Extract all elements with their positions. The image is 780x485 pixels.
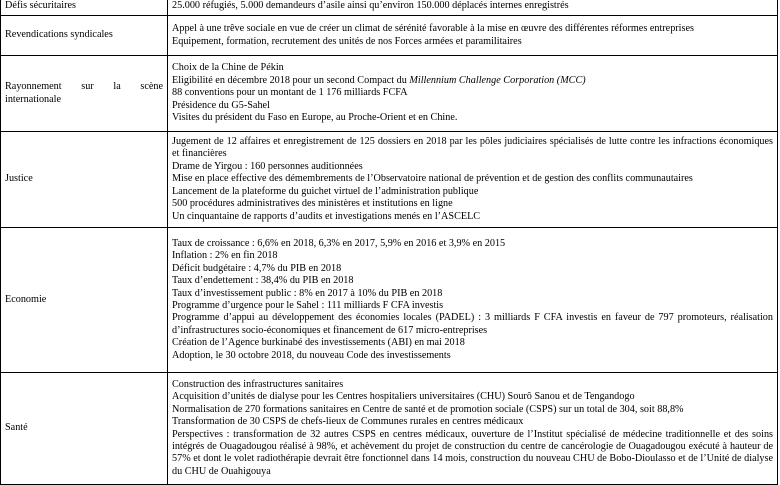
- content-line: Programme d’urgence pour le Sahel : 111 milliards F CFA investis: [172, 300, 444, 311]
- content-line: Création de l’Agence burkinabé des investissements (ABI) en mai 2018: [172, 337, 465, 349]
- row-label-line: internationale: [5, 93, 62, 105]
- content-line: 25.000 réfugiés, 5.000 demandeurs d’asile ainsi qu’environ 150.000 déplacés internes enregistrés: [172, 0, 569, 11]
- content-line: Appel à une trêve sociale en vue de créer un climat de sérénité favorable à la mise en œuvre des différentes réformes entreprises: [172, 23, 694, 35]
- content-line: Programme d’appui au développement des économies locales (PADEL) : 3 milliards F CFA investis en faveur de 797 promoteurs, réalisation d’infrastructures socio-économiques et financement de 617 micro-entreprises: [172, 312, 773, 336]
- row-content-health: [168, 373, 778, 485]
- content-line: Taux d’investissement public : 8% en 2017 à 10% du PIB en 2018: [172, 287, 443, 299]
- content-line: Drame de Yirgou : 160 personnes auditionnées: [172, 160, 363, 172]
- row-label-economy: Economie: [1, 228, 168, 373]
- table-row: [1, 0, 778, 16]
- row-content-security: [168, 0, 778, 16]
- row-label-unions: Revendications syndicales: [1, 16, 168, 56]
- content-line: Acquisition d’unités de dialyse pour les Centres hospitaliers universitaires (CHU) Sourô Sanou et de Tengandogo: [172, 391, 635, 403]
- content-line: Jugement de 12 affaires et enregistrement de 125 dossiers en 2018 par les pôles judiciaires spécialisés de lutte contre les infractions économiques et financières: [172, 136, 773, 160]
- content-line: Un cinquantaine de rapports d’audits et investigations menés en l’ASCELC: [172, 210, 481, 222]
- content-line: Construction des infrastructures sanitaires: [172, 378, 344, 390]
- table-row: [1, 228, 778, 373]
- content-line: Normalisation de 270 formations sanitaires en Centre de santé et de promotion sociale (CSPS) sur un total de 304, soit 88,8%: [172, 403, 684, 415]
- row-content-international: [168, 56, 778, 132]
- row-label-line: Rayonnement sur la scène: [5, 81, 163, 93]
- mcc-name: Millennium Challenge Corporation (MCC): [409, 74, 586, 86]
- table-row: [1, 56, 778, 132]
- content-line: Eligibilité en décembre 2018 pour un second Compact du Millennium Challenge Corporation (MCC): [172, 74, 586, 86]
- content-line: Perspectives : transformation de 32 autres CSPS en centres médicaux, ouverture de l’Institut spécialisé de médecine traditionnelle et des soins intégrés de Ouagadougou réalisé à 98%, et achèvement du projet de construction du centre de cancérologie de Ouagadougou exécuté à hauteur de 57% et dont le volet radiothérapie devrait être fonctionnel dans 14 mois, construction du nouveau CHU de Bobo-Dioulasso et de l’Unité de dialyse du CHU de Ouahigouya: [172, 428, 773, 477]
- row-content-economy: [168, 228, 778, 373]
- row-label-health: Santé: [1, 373, 168, 485]
- content-line: Adoption, le 30 octobre 2018, du nouveau Code des investissements: [172, 349, 451, 361]
- row-label-security: Défis sécuritaires: [1, 0, 168, 16]
- content-line: Taux d’endettement : 38,4% du PIB en 2018: [172, 275, 354, 287]
- content-line: Taux de croissance : 6,6% en 2018, 6,3% en 2017, 5,9% en 2016 et 3,9% en 2015: [172, 237, 506, 249]
- content-line: Equipement, formation, recrutement des unités de nos Forces armées et paramilitaires: [172, 35, 522, 47]
- content-line: Transformation de 30 CSPS de chefs-lieux de Communes rurales en centres médicaux: [172, 416, 524, 428]
- content-line: Mise en place effective des démembrements de l’Observatoire national de prévention et de gestion des conflits communautaires: [172, 173, 693, 185]
- row-content-justice: [168, 132, 778, 228]
- table-row: [1, 132, 778, 228]
- row-label-international: [1, 56, 168, 132]
- content-line: Présidence du G5-Sahel: [172, 99, 270, 111]
- table-row: [1, 16, 778, 56]
- row-label-justice: Justice: [1, 132, 168, 228]
- content-line: Inflation : 2% en fin 2018: [172, 250, 278, 262]
- row-content-unions: [168, 16, 778, 56]
- content-line: 88 conventions pour un montant de 1 176 milliards FCFA: [172, 87, 408, 99]
- table-row: [1, 373, 778, 485]
- content-line: Choix de la Chine de Pékin: [172, 62, 284, 74]
- content-line: Lancement de la plateforme du guichet virtuel de l’administration publique: [172, 185, 479, 197]
- content-line: Déficit budgétaire : 4,7% du PIB en 2018: [172, 262, 342, 274]
- content-line: Visites du président du Faso en Europe, au Proche-Orient et en Chine.: [172, 112, 458, 124]
- content-line: 500 procédures administratives des ministères et institutions en ligne: [172, 198, 453, 210]
